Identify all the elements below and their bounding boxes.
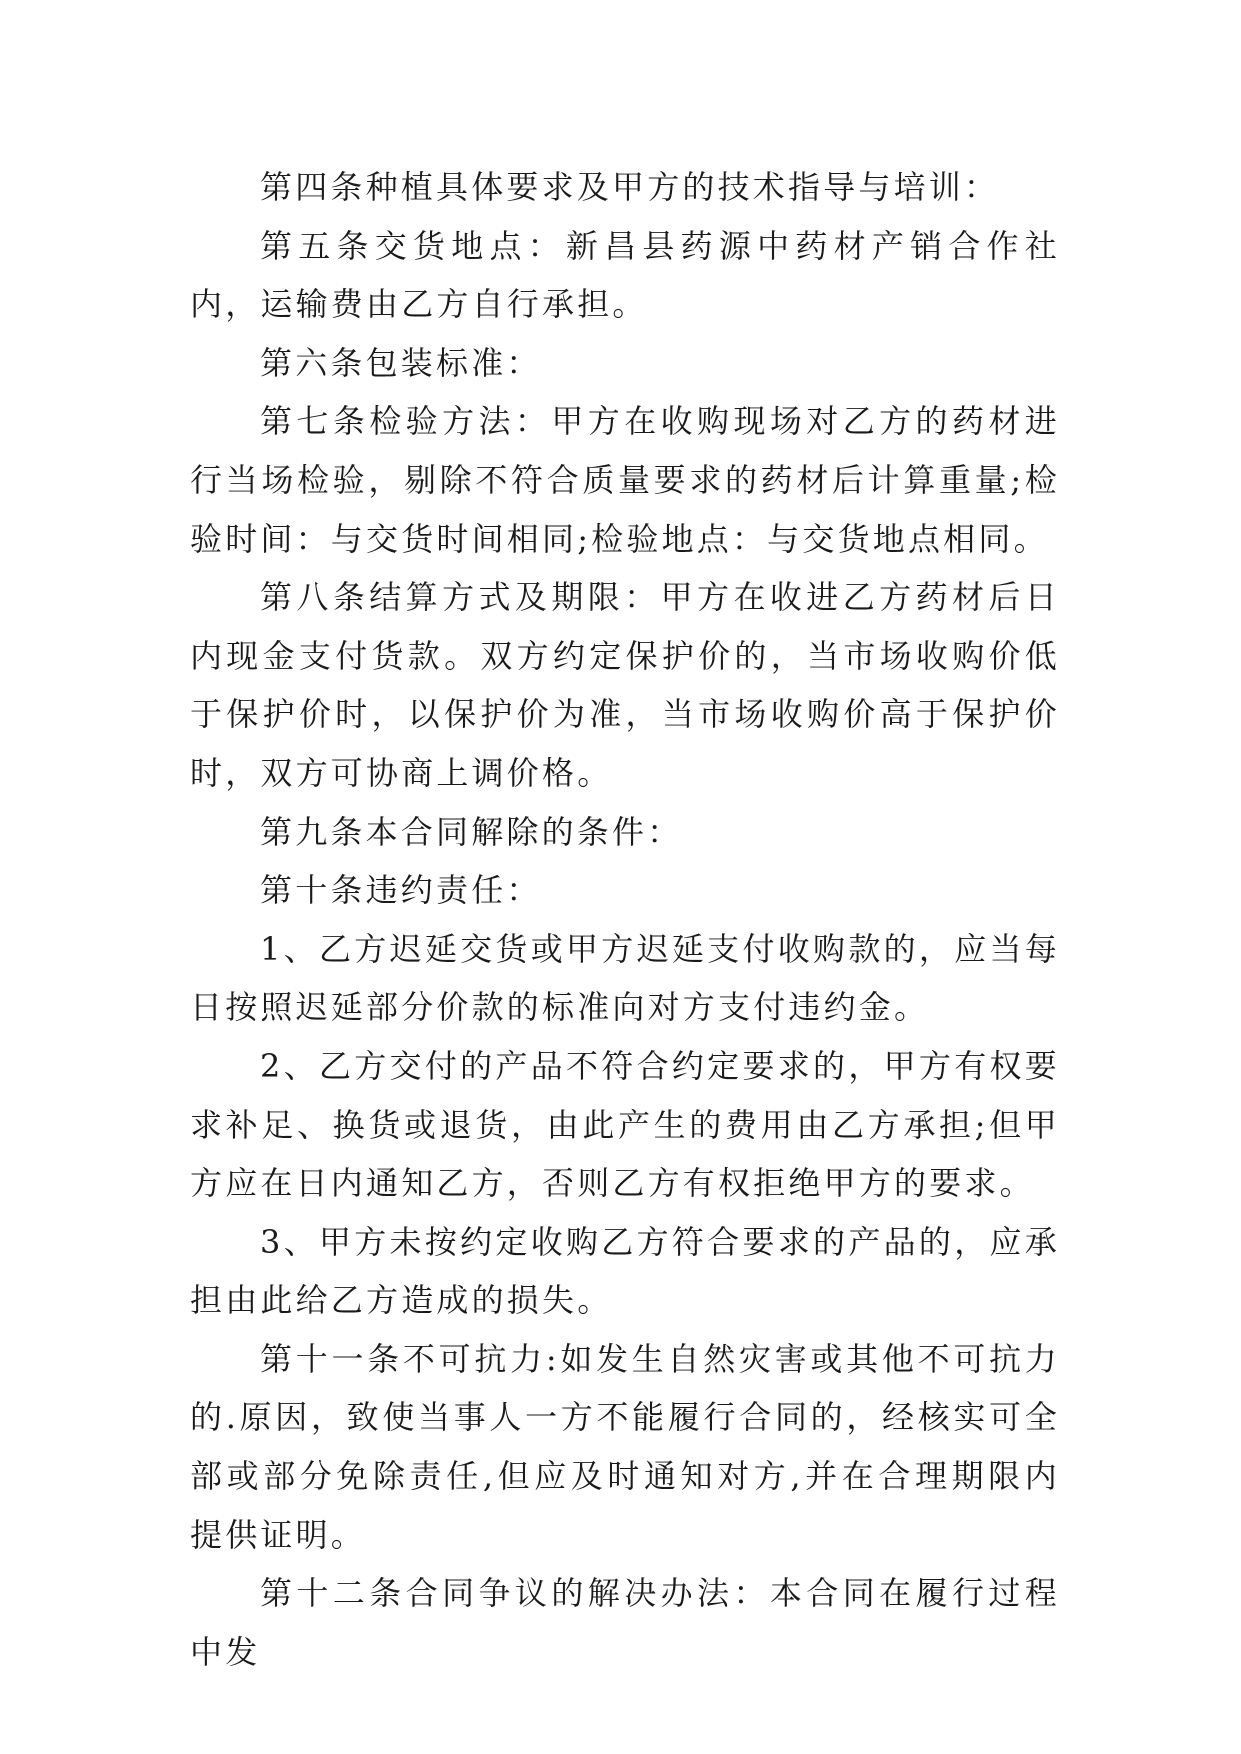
paragraph-clause-1: 1、乙方迟延交货或甲方迟延支付收购款的，应当每日按照迟延部分价款的标准向对方支付违约金。 [190, 929, 1060, 1027]
paragraph-article-7: 第七条检验方法：甲方在收购现场对乙方的药材进行当场检验，剔除不符合质量要求的药材后计算重量;检验时间：与交货时间相同;检验地点：与交货地点相同。 [190, 402, 1060, 558]
paragraph-article-4: 第四条种植具体要求及甲方的技术指导与培训： [260, 168, 1000, 206]
document-body [190, 158, 1060, 1681]
paragraph-clause-2: 2、乙方交付的产品不符合约定要求的，甲方有权要求补足、换货或退货，由此产生的费用由乙方承担;但甲方应在日内通知乙方，否则乙方有权拒绝甲方的要求。 [190, 1046, 1060, 1203]
paragraph-article-8: 第八条结算方式及期限：甲方在收进乙方药材后日内现金支付货款。双方约定保护价的，当市场收购价低于保护价时，以保护价为准，当市场收购价高于保护价时，双方可协商上调价格。 [190, 578, 1060, 792]
paragraph-article-11: 第十一条不可抗力:如发生自然灾害或其他不可抗力的.原因，致使当事人一方不能履行合同的，经核实可全部或部分免除责任,但应及时通知对方,并在合理期限内提供证明。 [190, 1339, 1060, 1554]
paragraph-article-10: 第十条违约责任： [260, 871, 542, 910]
paragraph-article-6: 第六条包装标准： [260, 343, 542, 382]
paragraph-article-5: 第五条交货地点：新昌县药源中药材产销合作社内，运输费由乙方自行承担。 [190, 226, 1060, 324]
paragraph-clause-3: 3、甲方未按约定收购乙方符合要求的产品的，应承担由此给乙方造成的损失。 [190, 1222, 1060, 1320]
paragraph-article-12: 第十二条合同争议的解决办法：本合同在履行过程中发 [190, 1574, 1060, 1671]
paragraph-article-9: 第九条本合同解除的条件： [260, 812, 683, 851]
